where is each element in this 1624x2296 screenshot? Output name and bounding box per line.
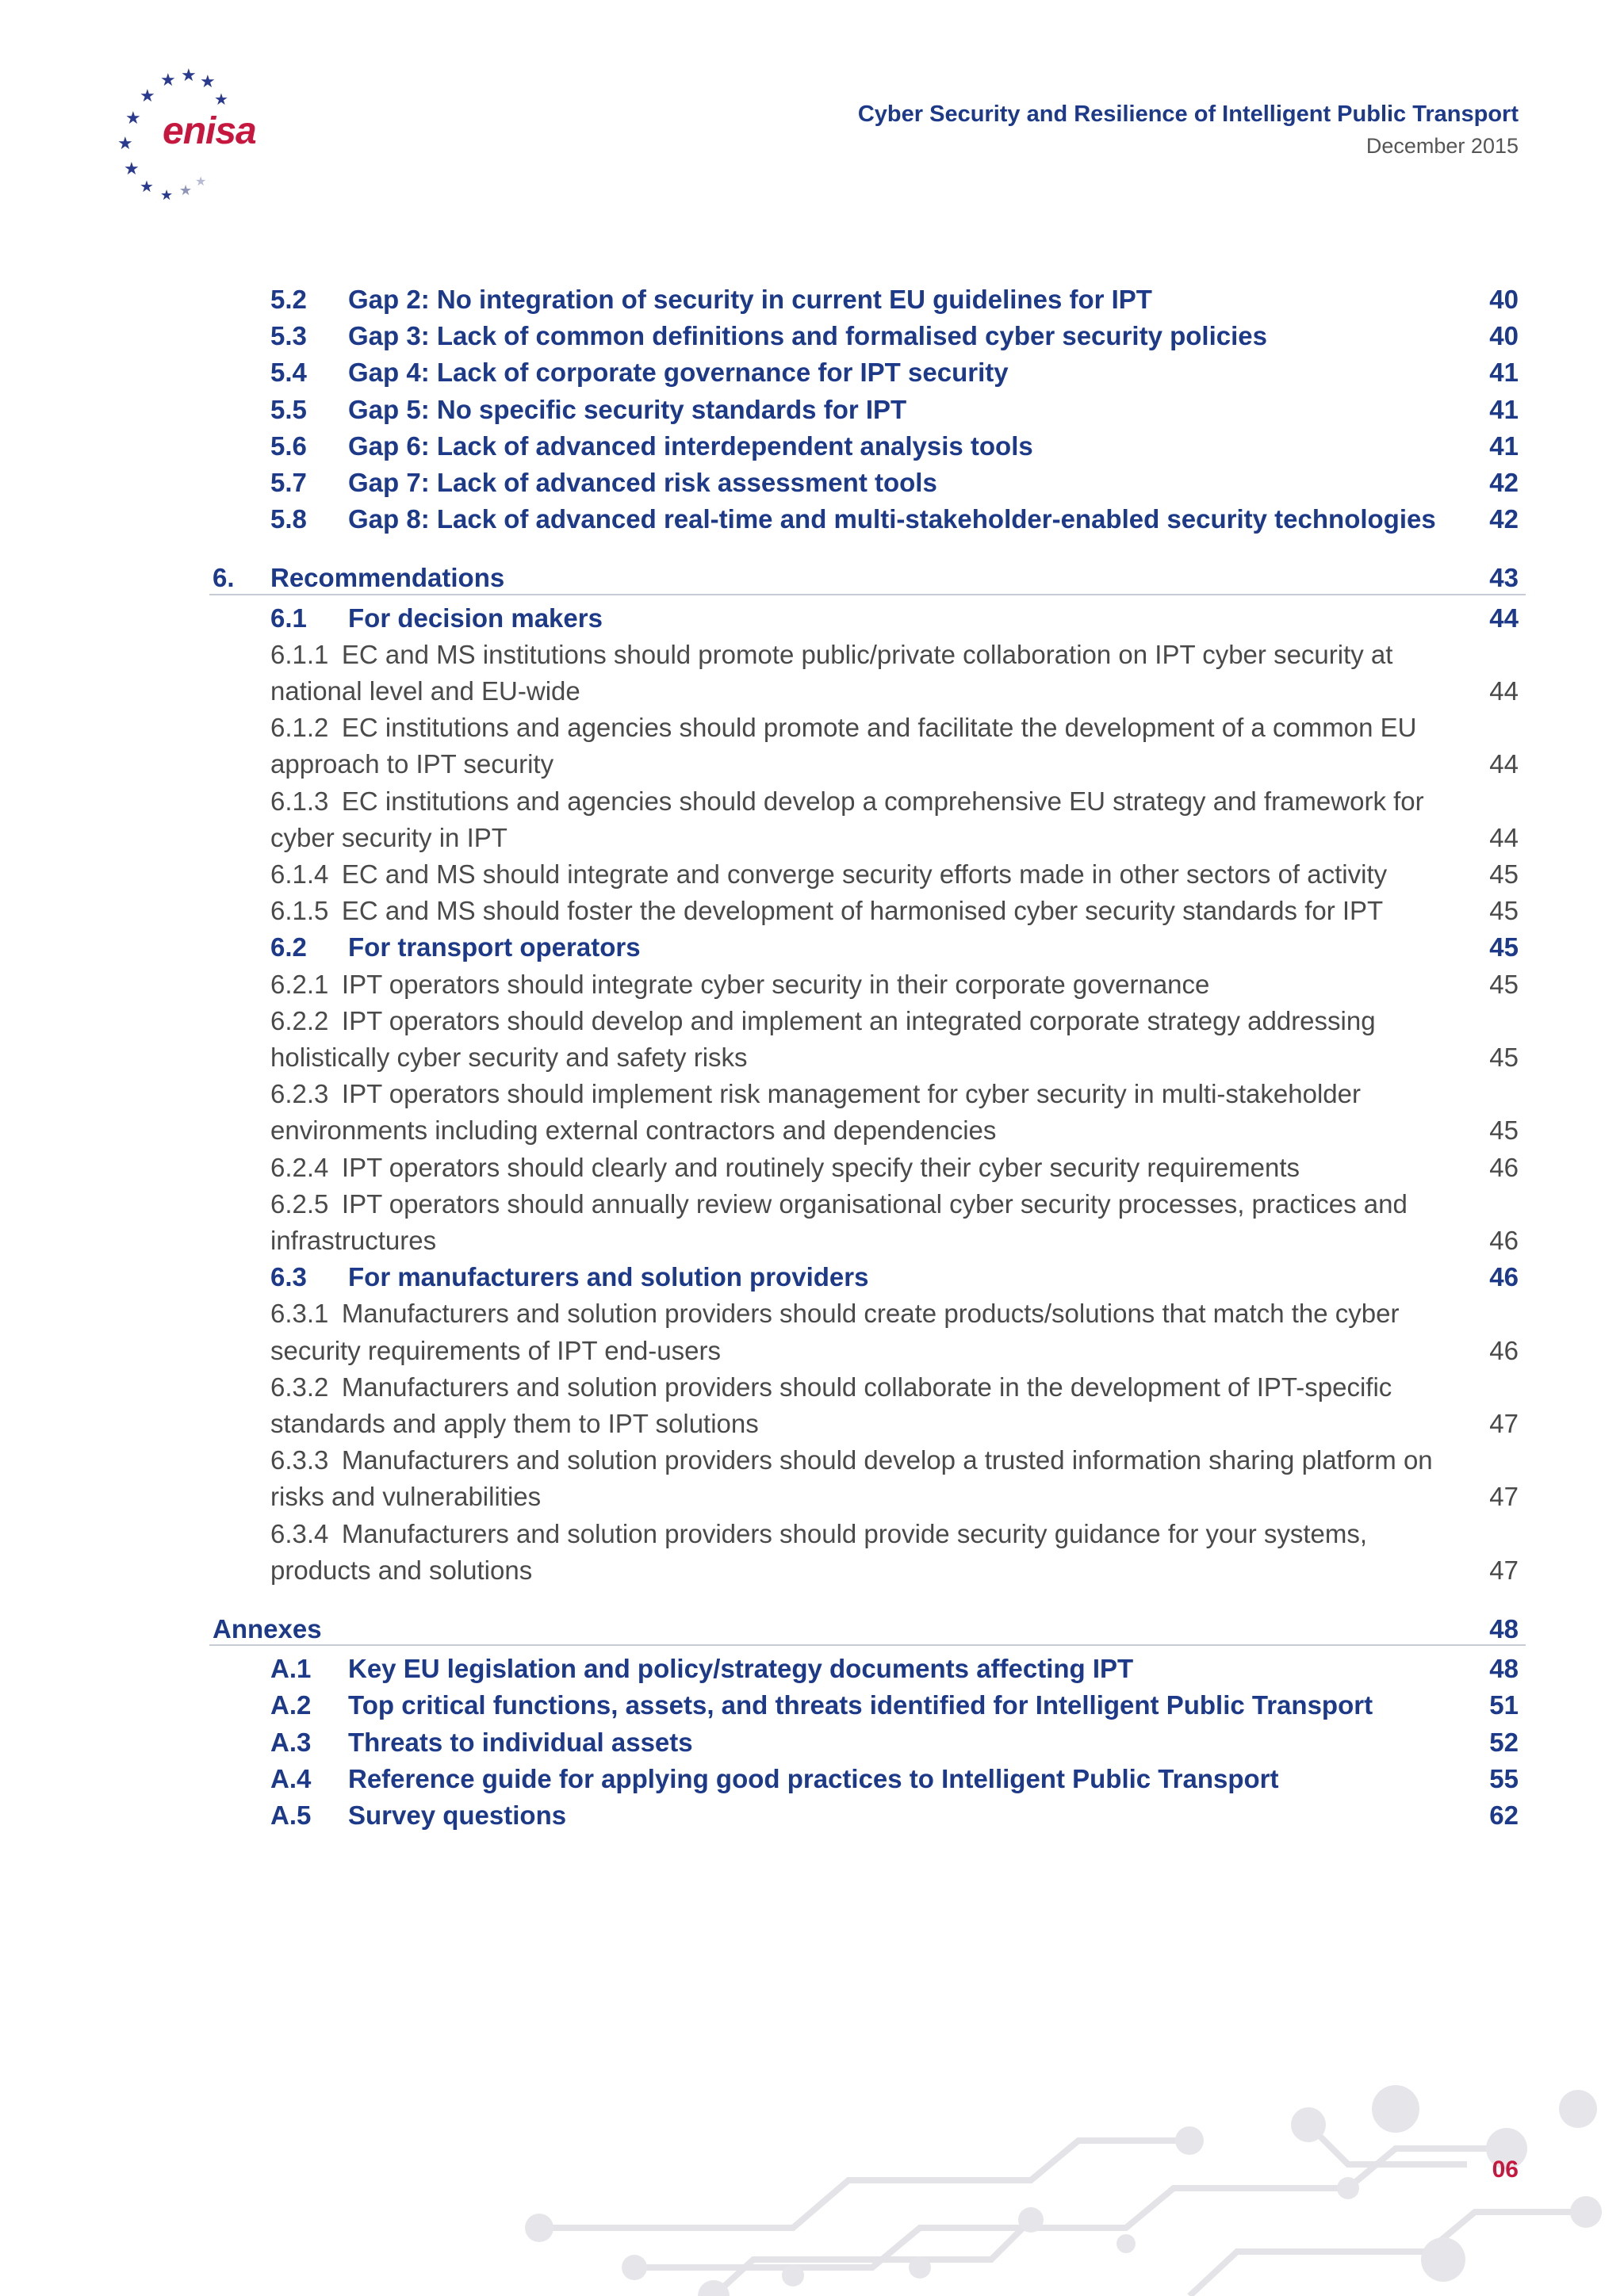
toc-entry-text: Reference guide for applying good practices to Intelligent Public Transport	[348, 1763, 1279, 1793]
toc-entry-page: 44	[1489, 603, 1519, 633]
toc-entry-number: A.3	[270, 1727, 312, 1757]
toc-entry-page: 52	[1489, 1727, 1519, 1757]
toc-entry-page: 41	[1489, 358, 1519, 388]
toc-entry-text: Gap 8: Lack of advanced real-time and multi-stakeholder-enabled security technologies	[348, 504, 1436, 534]
toc-entry-text: 6.1.5 EC and MS should foster the development of harmonised cyber security standards for IPT	[270, 896, 1384, 926]
toc-entry-page: 44	[1489, 822, 1519, 852]
toc-entry-page: 44	[1489, 749, 1519, 779]
toc-entry-number: 5.3	[270, 321, 307, 351]
svg-text:★: ★	[140, 86, 155, 105]
toc-entry-text: 6.2.1 IPT operators should integrate cyber security in their corporate governance	[270, 969, 1210, 999]
toc-entry-page: 48	[1489, 1614, 1519, 1644]
toc-entry-text-continued: standards and apply them to IPT solutions	[270, 1408, 759, 1438]
document-title: Cyber Security and Resilience of Intelligent Public Transport	[857, 101, 1519, 127]
toc-entry-text: Gap 5: No specific security standards for IPT	[348, 394, 907, 424]
toc-entry-number: 5.7	[270, 468, 307, 497]
toc-entry-text: Annexes	[213, 1614, 322, 1644]
toc-entry-text: 6.1.2 EC institutions and agencies should promote and facilitate the development of a common EU	[270, 713, 1417, 743]
svg-text:★: ★	[195, 175, 207, 189]
toc-entry-text: 6.3.1 Manufacturers and solution providers should create products/solutions that match the cyber	[270, 1299, 1400, 1329]
toc-entry-page: 45	[1489, 969, 1519, 999]
toc-entry-number: 5.4	[270, 358, 307, 388]
toc-entry-text: 6.2.5 IPT operators should annually review organisational cyber security processes, practices and	[270, 1188, 1408, 1219]
toc-entry-text: Gap 7: Lack of advanced risk assessment tools	[348, 468, 937, 497]
page-header	[858, 98, 1519, 162]
toc-entry-text: 6.3.2 Manufacturers and solution providers should collaborate in the development of IPT-specific	[270, 1372, 1392, 1402]
toc-entry-number: 5.2	[270, 285, 307, 314]
toc-entry-text: For decision makers	[348, 603, 603, 633]
toc-entry-text: Recommendations	[270, 563, 505, 593]
toc-entry-text-continued: holistically cyber security and safety risks	[270, 1042, 748, 1072]
section-divider	[209, 594, 1526, 595]
toc-entry-number: 6.3	[270, 1262, 307, 1292]
toc-entry-text-continued: security requirements of IPT end-users	[270, 1335, 721, 1365]
toc-entry-text: 6.2.2 IPT operators should develop and implement an integrated corporate strategy addressing	[270, 1005, 1376, 1035]
toc-entry-text: 6.2.4 IPT operators should clearly and routinely specify their cyber security requirements	[270, 1152, 1300, 1182]
toc-entry-page: 42	[1489, 504, 1519, 534]
svg-text:★: ★	[160, 187, 174, 203]
svg-text:★: ★	[179, 182, 193, 198]
svg-text:★: ★	[124, 159, 140, 178]
toc-entry-number: 6.2	[270, 932, 307, 962]
toc-entry-number: A.5	[270, 1800, 312, 1830]
toc-entry-page: 47	[1489, 1408, 1519, 1438]
toc-entry-text-continued: national level and EU-wide	[270, 675, 580, 706]
svg-text:★: ★	[200, 71, 216, 91]
svg-text:★: ★	[181, 65, 197, 85]
toc-entry-page: 45	[1489, 932, 1519, 962]
toc-entry-text: For manufacturers and solution providers	[348, 1262, 869, 1292]
toc-entry-text: Gap 2: No integration of security in current EU guidelines for IPT	[348, 285, 1152, 314]
toc-entry-text: 6.3.4 Manufacturers and solution providers should provide security guidance for your systems,	[270, 1518, 1368, 1548]
toc-entry-text-continued: infrastructures	[270, 1225, 437, 1255]
toc-entry-page: 55	[1489, 1763, 1519, 1793]
toc-entry-text: 6.1.1 EC and MS institutions should promote public/private collaboration on IPT cyber security at	[270, 639, 1393, 669]
toc-entry-text: 6.2.3 IPT operators should implement risk management for cyber security in multi-stakeholder	[270, 1079, 1361, 1109]
svg-text:★: ★	[214, 91, 228, 109]
page-number: 06	[1492, 2156, 1519, 2183]
toc-entry-text: For transport operators	[348, 932, 641, 962]
toc-entry-page: 51	[1489, 1690, 1519, 1720]
toc-entry-text: Gap 6: Lack of advanced interdependent analysis tools	[348, 430, 1033, 461]
toc-entry-page: 46	[1489, 1262, 1519, 1292]
toc-entry-page: 46	[1489, 1225, 1519, 1255]
toc-entry-text: Key EU legislation and policy/strategy documents affecting IPT	[348, 1654, 1134, 1684]
toc-entry-number: A.4	[270, 1763, 312, 1793]
toc-entry-text: 6.1.3 EC institutions and agencies should develop a comprehensive EU strategy and framework for	[270, 786, 1424, 816]
toc-entry-number: 6.1	[270, 603, 307, 633]
circuit-decoration	[476, 2077, 1624, 2296]
toc-entry-page: 62	[1489, 1800, 1519, 1830]
toc-entry-text: Gap 4: Lack of corporate governance for IPT security	[348, 358, 1009, 388]
toc-entry-number: A.1	[270, 1654, 312, 1684]
toc-entry-page: 45	[1489, 1115, 1519, 1146]
logo-wordmark: enisa	[163, 110, 256, 152]
toc-entry-page: 46	[1489, 1152, 1519, 1182]
toc-entry-text-continued: environments including external contractors and dependencies	[270, 1115, 997, 1146]
toc-entry-text-continued: approach to IPT security	[270, 749, 554, 779]
toc-entry-page: 47	[1489, 1482, 1519, 1512]
toc-entry-page: 40	[1489, 321, 1519, 351]
toc-entry-page: 42	[1489, 468, 1519, 497]
toc-entry-text: Survey questions	[348, 1800, 567, 1830]
toc-entry-page: 45	[1489, 859, 1519, 889]
toc-entry-text-continued: products and solutions	[270, 1555, 533, 1585]
toc-entry-page: 43	[1489, 563, 1519, 593]
section-divider	[209, 1644, 1526, 1646]
svg-text:★: ★	[125, 108, 141, 128]
toc-entry-number: 6.	[213, 563, 235, 593]
toc-entry-text: Threats to individual assets	[348, 1727, 693, 1757]
toc-entry-number: 5.8	[270, 504, 307, 534]
toc-entry-page: 44	[1489, 675, 1519, 706]
toc-entry-number: 5.5	[270, 394, 307, 424]
toc-entry-page: 41	[1489, 430, 1519, 461]
svg-text:★: ★	[160, 70, 176, 90]
svg-text:★: ★	[117, 133, 133, 153]
toc-entry-page: 45	[1489, 1042, 1519, 1072]
toc-entry-text: 6.1.4 EC and MS should integrate and converge security efforts made in other sectors of activity	[270, 859, 1388, 889]
toc-entry-text-continued: risks and vulnerabilities	[270, 1482, 542, 1512]
toc-entry-page: 48	[1489, 1654, 1519, 1684]
toc-entry-page: 46	[1489, 1335, 1519, 1365]
toc-entry-text-continued: cyber security in IPT	[270, 822, 508, 852]
toc-entry-number: 5.6	[270, 430, 307, 461]
toc-entry-page: 40	[1489, 285, 1519, 314]
svg-text:★: ★	[140, 178, 154, 196]
toc-entry-text: 6.3.3 Manufacturers and solution providers should develop a trusted information sharing platform on	[270, 1445, 1433, 1475]
toc-entry-page: 47	[1489, 1555, 1519, 1585]
toc-entry-page: 41	[1489, 394, 1519, 424]
toc-entry-page: 45	[1489, 896, 1519, 926]
document-date: December 2015	[1365, 134, 1519, 158]
toc-entry-number: A.2	[270, 1690, 312, 1720]
toc-entry-text: Gap 3: Lack of common definitions and formalised cyber security policies	[348, 321, 1267, 351]
toc-entry-text: Top critical functions, assets, and threats identified for Intelligent Public Transport	[348, 1690, 1373, 1720]
